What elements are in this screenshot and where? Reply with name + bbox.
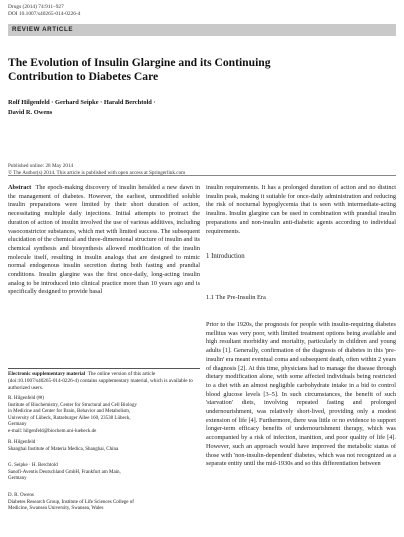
affiliation-name: R. Hilgenfeld (✉) <box>8 396 44 401</box>
supplementary-material-note <box>8 368 200 392</box>
subsection-heading-pre-insulin-era: 1.1 The Pre-Insulin Era <box>206 294 266 301</box>
affiliation-name: D. R. Owens <box>8 493 34 498</box>
header-divider <box>8 175 396 176</box>
doi-line: DOI 10.1007/s40265-014-0226-4 <box>8 11 81 17</box>
esm-text: The online version of this article (doi:10.1007/s40265-014-0226-4) contains supplementary material, which is available to authorized users. <box>8 371 193 391</box>
abstract-text: The epoch-making discovery of insulin heralded a new dawn in the management of diabetes. However, the earliest, unmodified soluble insulin preparations were limited by their short duration of action, necessitating multiple daily injections. Initial attempts to protract the duration of action of insulin involved the use of various additives, including vasoconstrictor substances, which met with limited success. The subsequent elucidation of the chemical and three-dimensional structure of insulin and its chemical synthesis and biosynthesis allowed modification of the insulin molecule itself, resulting in insulin analogs that are designed to mimic normal endogenous insulin secretion during both fasting and prandial conditions. Insulin glargine was the first once-daily, long-acting insulin analog to be introduced into clinical practice more than 10 years ago and is specifically designed to provide basal <box>8 184 201 296</box>
article-type-banner <box>8 24 396 36</box>
published-date: Published online: 28 May 2014 <box>8 163 74 169</box>
abstract-continued-text: insulin requirements. It has a prolonged duration of action and no distinct insulin peak, making it suitable for once-daily administration and reducing the risk of nocturnal hypoglycemia that is seen with intermediate-acting insulins. Insulin glargine can be used in combination with prandial insulin preparations and non-insulin anti-diabetic agents according to individual requirements. <box>206 184 396 235</box>
abstract-block <box>8 184 200 297</box>
affiliation-line: Medicine, Swansea University, Swansea, Wales <box>8 506 104 512</box>
affiliation-hilgenfeld-shanghai <box>8 440 200 453</box>
affiliation-line: Sanofi-Aventis Deutschland GmbH, Frankfurt am Main, <box>8 469 121 475</box>
title-line-1: The Evolution of Insulin Glargine and its Continuing <box>8 56 271 69</box>
authors-line-2: David R. Owens <box>8 109 53 116</box>
esm-label: Electronic supplementary material <box>8 371 86 377</box>
journal-citation: Drugs (2014) 74:911–927 <box>8 4 64 10</box>
article-title <box>8 56 388 83</box>
affiliation-line: in Medicine and Center for Brain, Behavior and Metabolism, <box>8 409 131 415</box>
copyright-line: © The Author(s) 2014. This article is published with open access at Springerlink.com <box>8 169 186 176</box>
journal-meta <box>8 4 80 18</box>
affiliation-email[interactable]: e-mail: hilgenfeld@biochem.uni-luebeck.de <box>8 428 97 434</box>
affiliation-line: Diabetes Research Group, Institute of Life Sciences College of <box>8 499 134 505</box>
abstract-label: Abstract <box>8 184 32 191</box>
affiliation-line: University of Lübeck, Ratzeburger Allee 160, 23538 Lübeck, <box>8 415 131 421</box>
title-line-2: Contribution to Diabetes Care <box>8 69 159 83</box>
pre-insulin-era-text <box>206 321 396 469</box>
affiliation-seipke-berchtold <box>8 463 200 483</box>
affiliation-line: Shanghai Institute of Materia Medica, Shanghai, China <box>8 446 119 452</box>
affiliation-name: G. Seipke · H. Berchtold <box>8 463 58 468</box>
affiliation-line: Institute of Biochemistry, Center for Structural and Cell Biology <box>8 402 137 408</box>
body-paragraph: Prior to the 1920s, the prognosis for people with insulin-requiring diabetes mellitus was very poor, with limited treatment options being available and high resultant morbidity and mortality, particularly in children and young adults [1]. Generally, confirmation of the diagnosis of diabetes in this 'pre-insulin' era meant eventual coma and subsequent death, often within 2 years of diagnosis [2]. At this time, physicians had to manage the disease through dietary modification alone, with some affected individuals being restricted to a diet with an almost negligible carbohydrate intake in a bid to control blood glucose levels [3–5]. In such circumstances, the benefit of such 'starvation' diets, involving repeated fasting and prolonged undernourishment, was relatively short-lived, providing only a modest extension of life [4]. Furthermore, there was little or no evidence to support longer-term efficacy benefits of undernourishment therapy, which was accompanied by a risk of infection, inanition, and poor quality of life [4]. However, such an approach would have improved the metabolic status of those with 'non-insulin-dependent' diabetes, which was not recognized as a separate entity until the mid-1930s and so this differentiation between <box>206 321 396 468</box>
affiliation-hilgenfeld-lubeck <box>8 396 200 436</box>
affiliation-owens <box>8 493 200 513</box>
authors-line-1: Rolf Hilgenfeld · Gerhard Seipke · Harald Berchtold · <box>8 99 156 106</box>
affiliation-line: Germany <box>8 422 27 428</box>
section-heading-introduction: 1 Introduction <box>206 253 245 260</box>
affiliation-name: R. Hilgenfeld <box>8 440 36 445</box>
author-list <box>8 98 388 118</box>
affiliation-line: Germany <box>8 476 27 482</box>
abstract-continued <box>206 184 396 236</box>
article-type-label: REVIEW ARTICLE <box>12 26 74 33</box>
